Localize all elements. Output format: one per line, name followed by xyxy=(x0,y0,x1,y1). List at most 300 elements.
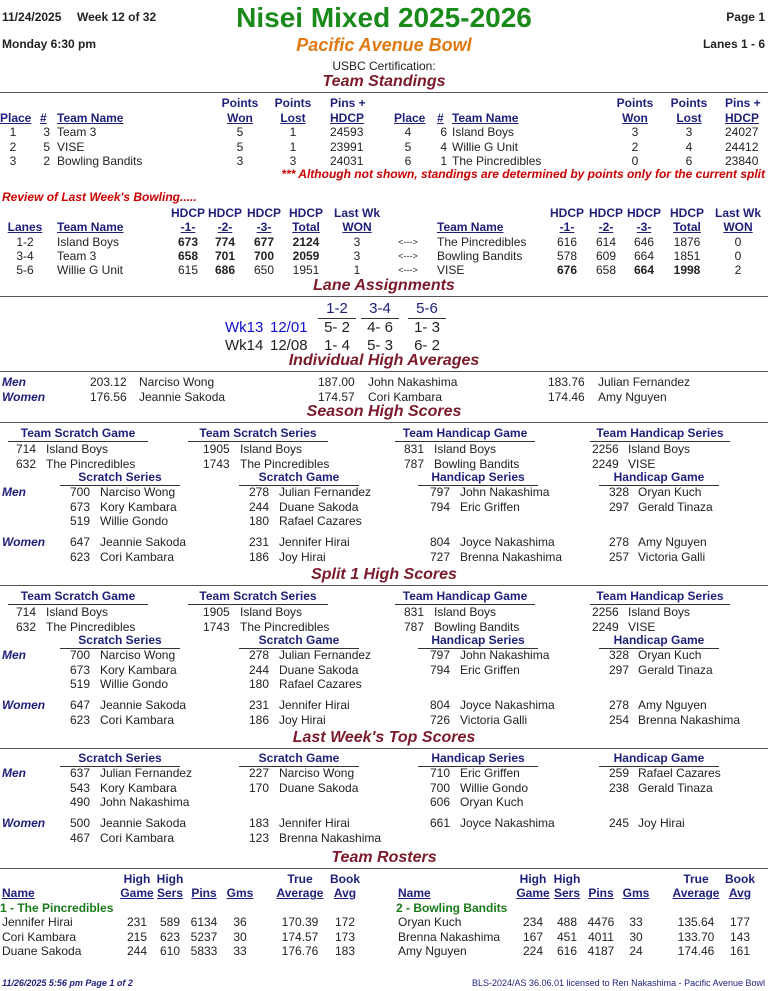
bowler-score: 623 xyxy=(70,549,91,564)
bowler-score: 231 xyxy=(249,698,270,712)
bowler-name: Gerald Tinaza xyxy=(638,662,713,677)
standing-won: 5 xyxy=(236,139,244,154)
bowler-name: Cori Kambara xyxy=(100,549,175,564)
bowler-score: 727 xyxy=(430,549,451,564)
bowler-score: 297 xyxy=(609,499,630,514)
team-name: Island Boys xyxy=(628,442,691,456)
player-high-game: 234 xyxy=(522,915,544,929)
roster-team-name: 1 - The Pincredibles xyxy=(0,901,114,915)
bowler-name: Duane Sakoda xyxy=(279,499,359,514)
hdr-name: Name xyxy=(398,886,431,900)
team-score-header: Team Handicap Series xyxy=(596,589,724,603)
hdr-true-avg: Average xyxy=(672,886,720,900)
review-score: 700 xyxy=(253,249,275,263)
bowler-name: Joyce Nakashima xyxy=(460,816,555,830)
standing-pins: 23840 xyxy=(725,154,759,168)
standing-team: Willie G Unit xyxy=(452,139,519,154)
bowler-name: Amy Nguyen xyxy=(638,698,707,712)
standing-num: 1 xyxy=(440,154,447,168)
roster-team-name: 2 - Bowling Bandits xyxy=(396,901,508,915)
league-title: Nisei Mixed 2025-2026 xyxy=(236,2,532,33)
lane-week: Wk13 xyxy=(225,319,264,336)
bowler-name: Julian Fernandez xyxy=(279,485,372,499)
hdr-hdcp2: HDCP xyxy=(207,206,242,220)
player-book-avg: 183 xyxy=(334,944,356,958)
women-label: Women xyxy=(2,390,46,404)
player-pins: 4476 xyxy=(587,915,615,929)
team-name: Island Boys xyxy=(46,605,109,619)
ind-score-header: Scratch Game xyxy=(258,751,340,765)
hdr-high-game: Game xyxy=(516,886,550,900)
team-name: Island Boys xyxy=(434,605,497,619)
player-true-avg: 176.76 xyxy=(281,944,319,958)
team-name: The Pincredibles xyxy=(240,456,330,471)
hdr-book-avg: Book xyxy=(725,872,755,886)
review-score: 616 xyxy=(556,235,578,249)
player-true-avg: 133.70 xyxy=(677,929,715,944)
hdr-high-game: High xyxy=(519,872,547,886)
team-score-header: Team Handicap Game xyxy=(402,589,528,603)
hdr-high-game: High xyxy=(123,872,151,886)
review-score: 614 xyxy=(595,235,617,249)
team-name: Island Boys xyxy=(240,605,303,619)
bowler-name: Cori Kambara xyxy=(368,390,443,404)
player-high-series: 623 xyxy=(159,929,181,944)
lane-pair-header: 3-4 xyxy=(369,300,391,317)
hdr-points-won: Won xyxy=(227,111,253,125)
review-score: 676 xyxy=(556,263,578,277)
hdr-lastwk: WON xyxy=(723,220,753,234)
hdr-points-lost: Points xyxy=(670,96,708,110)
lane-match: 5- 2 xyxy=(324,319,350,336)
men-label: Men xyxy=(2,485,26,499)
player-games: 24 xyxy=(629,944,643,958)
bowler-score: 794 xyxy=(430,499,451,514)
bowler-score: 710 xyxy=(430,766,451,780)
bowler-score: 180 xyxy=(249,677,270,691)
bowler-score: 467 xyxy=(70,830,91,845)
hdr-high-series: High xyxy=(553,872,581,886)
bowler-score: 794 xyxy=(430,662,451,677)
lane-match: 6- 2 xyxy=(414,337,440,354)
hdr-points-won: Points xyxy=(221,96,259,110)
bowler-name: Oryan Kuch xyxy=(638,648,702,662)
bowler-name: Gerald Tinaza xyxy=(638,499,713,514)
player-book-avg: 173 xyxy=(334,929,356,944)
lane-match: 1- 3 xyxy=(414,319,440,336)
hdr-total: HDCP xyxy=(669,206,704,220)
review-lanes: 5-6 xyxy=(16,263,34,277)
hdr-true-avg: True xyxy=(287,872,313,886)
ind-score-header: Handicap Game xyxy=(613,633,705,647)
usbc-cert: USBC Certification: xyxy=(332,59,436,73)
review-score: 1998 xyxy=(673,263,701,277)
bowler-score: 797 xyxy=(430,648,451,662)
bowler-score: 804 xyxy=(430,698,451,712)
bowler-name: John Nakashima xyxy=(100,795,190,809)
team-score: 1743 xyxy=(203,619,230,634)
player-name: Duane Sakoda xyxy=(2,944,82,958)
review-won: 3 xyxy=(353,249,361,263)
hdr-true-avg: True xyxy=(683,872,709,886)
hdr-name: Name xyxy=(2,886,35,900)
player-book-avg: 172 xyxy=(334,915,356,929)
hdr-lanes: Lanes xyxy=(7,220,43,234)
bowler-name: Eric Griffen xyxy=(460,662,520,677)
bowler-name: Cori Kambara xyxy=(100,712,175,727)
player-high-game: 244 xyxy=(126,944,148,958)
bowler-score: 170 xyxy=(249,780,270,795)
standing-num: 6 xyxy=(440,125,447,139)
footer-left: 11/26/2025 5:56 pm Page 1 of 2 xyxy=(2,978,133,988)
bowler-score: 259 xyxy=(609,766,630,780)
hdr-num: # xyxy=(437,111,444,125)
bowler-name: Amy Nguyen xyxy=(598,390,667,404)
team-name: The Pincredibles xyxy=(46,456,136,471)
footer-right: BLS-2024/AS 36.06.01 licensed to Ren Nakashima - Pacific Avenue Bowl xyxy=(471,978,765,988)
bowler-score: 245 xyxy=(609,816,630,830)
player-name: Amy Nguyen xyxy=(398,944,467,958)
team-name: The Pincredibles xyxy=(46,619,136,634)
bowler-name: John Nakashima xyxy=(460,485,550,499)
standings-note: *** Although not shown, standings are determined by points only for the current split xyxy=(281,167,765,181)
bowler-score: 231 xyxy=(249,535,270,549)
review-lanes: 3-4 xyxy=(16,249,34,263)
team-name: The Pincredibles xyxy=(240,619,330,634)
lane-week: Wk14 xyxy=(225,337,264,354)
standing-lost: 1 xyxy=(289,125,297,139)
hdr-book-avg: Avg xyxy=(728,886,752,900)
team-name: Bowling Bandits xyxy=(434,456,520,471)
bowler-score: 328 xyxy=(609,485,630,499)
team-score: 787 xyxy=(404,456,425,471)
bowler-name: Victoria Galli xyxy=(638,549,706,564)
bowler-name: Joy Hirai xyxy=(279,549,326,564)
hdr-hdcp1: -1- xyxy=(180,220,196,234)
bowler-name: Joy Hirai xyxy=(279,712,326,727)
bowler-name: Julian Fernandez xyxy=(100,766,193,780)
hdr-num: # xyxy=(40,111,47,125)
hdr-points-lost: Lost xyxy=(280,111,306,125)
hdr-lastwk: WON xyxy=(342,220,372,234)
hdr-pins: HDCP xyxy=(725,111,760,125)
bowler-name: Duane Sakoda xyxy=(279,780,359,795)
hdr-total: Total xyxy=(292,220,320,234)
hdr-hdcp2: -2- xyxy=(598,220,614,234)
review-score: 774 xyxy=(214,235,236,249)
bowler-score: 180 xyxy=(249,514,270,528)
standing-place: 5 xyxy=(404,139,412,154)
player-games: 30 xyxy=(629,929,643,944)
bowler-name: Amy Nguyen xyxy=(638,535,707,549)
bowler-name: Julian Fernandez xyxy=(598,375,691,389)
hdr-hdcp1: HDCP xyxy=(170,206,205,220)
team-name: VISE xyxy=(628,456,656,471)
hdr-hdcp2: HDCP xyxy=(588,206,623,220)
standing-team: Bowling Bandits xyxy=(57,154,143,168)
men-label: Men xyxy=(2,766,26,780)
review-won: 0 xyxy=(734,249,742,263)
men-label: Men xyxy=(2,648,26,662)
ind-score-header: Handicap Series xyxy=(431,633,525,647)
day-time: Monday 6:30 pm xyxy=(2,37,97,51)
bowler-score: 278 xyxy=(249,485,270,499)
bowler-name: Brenna Nakashima xyxy=(460,549,563,564)
bowler-name: Oryan Kuch xyxy=(460,795,524,809)
team-name: Island Boys xyxy=(240,442,303,456)
ind-score-header: Scratch Series xyxy=(78,751,162,765)
hdr-high-game: Game xyxy=(120,886,154,900)
review-score: 2059 xyxy=(292,249,320,263)
bowler-score: 278 xyxy=(609,535,630,549)
review-arrow: <---> xyxy=(398,265,418,275)
review-score: 701 xyxy=(214,249,236,263)
review-score: 686 xyxy=(214,263,236,277)
bowler-score: 673 xyxy=(70,662,91,677)
ind-score-header: Scratch Game xyxy=(258,470,340,484)
standing-pins: 24412 xyxy=(725,139,759,154)
bowler-name: Oryan Kuch xyxy=(638,485,702,499)
ind-score-header: Handicap Game xyxy=(613,470,705,484)
review-score: 1876 xyxy=(673,235,701,249)
player-pins: 6134 xyxy=(190,915,218,929)
player-name: Brenna Nakashima xyxy=(398,929,501,944)
standing-lost: 6 xyxy=(685,154,693,168)
player-games: 33 xyxy=(629,915,643,929)
bowler-score: 673 xyxy=(70,499,91,514)
player-book-avg: 161 xyxy=(729,944,751,958)
standing-lost: 3 xyxy=(289,154,297,168)
player-pins: 5237 xyxy=(190,929,218,944)
report-date: 11/24/2025 xyxy=(2,10,62,24)
team-score: 714 xyxy=(16,442,37,456)
player-true-avg: 174.57 xyxy=(281,929,319,944)
hdr-team-name: Team Name xyxy=(437,220,504,234)
team-score: 632 xyxy=(16,619,37,634)
review-team: The Pincredibles xyxy=(437,235,527,249)
hdr-book-avg: Book xyxy=(330,872,360,886)
player-high-game: 224 xyxy=(522,944,544,958)
standing-place: 2 xyxy=(9,139,17,154)
standing-team: The Pincredibles xyxy=(452,154,542,168)
bowler-name: Narciso Wong xyxy=(279,766,355,780)
team-score: 2256 xyxy=(592,442,619,456)
hdr-games: Gms xyxy=(622,886,650,900)
review-team: Team 3 xyxy=(57,249,97,263)
hdr-pins: Pins + xyxy=(330,96,366,110)
team-score-header: Team Scratch Game xyxy=(20,589,136,603)
bowler-score: 661 xyxy=(430,816,451,830)
review-score: 664 xyxy=(633,249,655,263)
player-games: 30 xyxy=(233,929,247,944)
hdr-book-avg: Avg xyxy=(333,886,357,900)
ind-score-header: Scratch Series xyxy=(78,633,162,647)
bowler-name: Victoria Galli xyxy=(460,712,528,727)
review-team: Bowling Bandits xyxy=(437,249,523,263)
standing-num: 3 xyxy=(43,125,50,139)
player-pins: 5833 xyxy=(190,944,218,958)
team-name: Island Boys xyxy=(628,605,691,619)
player-high-game: 167 xyxy=(522,929,544,944)
bowler-score: 623 xyxy=(70,712,91,727)
bowler-score: 278 xyxy=(609,698,630,712)
bowler-name: Narciso Wong xyxy=(100,485,176,499)
ind-avg-title: Individual High Averages xyxy=(288,352,480,369)
hdr-hdcp3: -3- xyxy=(256,220,272,234)
hdr-hdcp3: HDCP xyxy=(246,206,281,220)
hdr-hdcp3: HDCP xyxy=(626,206,661,220)
standing-num: 5 xyxy=(43,139,50,154)
bowler-name: Joyce Nakashima xyxy=(460,535,555,549)
standing-pins: 23991 xyxy=(330,139,364,154)
player-games: 33 xyxy=(233,944,247,958)
bowler-name: Rafael Cazares xyxy=(638,766,721,780)
bowler-name: Willie Gondo xyxy=(100,514,169,528)
bowler-score: 238 xyxy=(609,780,630,795)
avg-value: 174.46 xyxy=(548,390,585,404)
bowler-score: 700 xyxy=(70,485,91,499)
bowler-score: 647 xyxy=(70,535,91,549)
bowler-name: Jeannie Sakoda xyxy=(100,535,187,549)
ind-score-header: Scratch Series xyxy=(78,470,162,484)
player-high-game: 231 xyxy=(126,915,148,929)
player-high-game: 215 xyxy=(126,929,148,944)
bowler-score: 700 xyxy=(70,648,91,662)
team-score: 632 xyxy=(16,456,37,471)
bowler-name: Eric Griffen xyxy=(460,499,520,514)
hdr-points-lost: Lost xyxy=(676,111,702,125)
bowler-name: Joyce Nakashima xyxy=(460,698,555,712)
team-score-header: Team Scratch Series xyxy=(199,426,317,440)
player-high-series: 451 xyxy=(556,929,578,944)
hdr-points-won: Points xyxy=(616,96,654,110)
ind-score-header: Handicap Series xyxy=(431,470,525,484)
bowler-name: Gerald Tinaza xyxy=(638,780,713,795)
player-pins: 4187 xyxy=(587,944,615,958)
review-score: 578 xyxy=(556,249,578,263)
standing-pins: 24027 xyxy=(725,125,759,139)
bowler-name: Jennifer Hirai xyxy=(279,535,350,549)
hdr-pins: Pins + xyxy=(725,96,761,110)
bowler-score: 254 xyxy=(609,712,630,727)
ind-score-header: Handicap Game xyxy=(613,751,705,765)
review-team: Island Boys xyxy=(57,235,120,249)
hdr-hdcp1: -1- xyxy=(559,220,575,234)
avg-value: 176.56 xyxy=(90,390,127,404)
review-score: 658 xyxy=(177,249,199,263)
women-label: Women xyxy=(2,535,46,549)
review-score: 658 xyxy=(595,263,617,277)
bowler-name: Jeannie Sakoda xyxy=(139,390,226,404)
hdr-high-series: Sers xyxy=(156,886,184,900)
hdr-place: Place xyxy=(394,111,426,125)
hdr-true-avg: Average xyxy=(276,886,324,900)
review-won: 0 xyxy=(734,235,742,249)
men-label: Men xyxy=(2,375,26,389)
hdr-total: HDCP xyxy=(288,206,323,220)
bowler-score: 637 xyxy=(70,766,91,780)
standing-pins: 24593 xyxy=(330,125,364,139)
player-high-series: 488 xyxy=(556,915,578,929)
team-score: 1905 xyxy=(203,442,230,456)
bowler-score: 186 xyxy=(249,549,270,564)
bowler-score: 123 xyxy=(249,830,270,845)
review-score: 615 xyxy=(177,263,199,277)
lane-match: 1- 4 xyxy=(324,337,350,354)
bowler-score: 700 xyxy=(430,780,451,795)
season-high-title: Season High Scores xyxy=(306,403,462,420)
player-games: 36 xyxy=(233,915,247,929)
bowler-name: Willie Gondo xyxy=(460,780,529,795)
bowler-score: 297 xyxy=(609,662,630,677)
standing-team: VISE xyxy=(57,139,85,154)
hdr-pins: HDCP xyxy=(330,111,365,125)
bowler-score: 328 xyxy=(609,648,630,662)
player-pins: 4011 xyxy=(588,929,614,944)
women-label: Women xyxy=(2,816,46,830)
team-score-header: Team Handicap Series xyxy=(596,426,724,440)
bowler-name: John Nakashima xyxy=(368,375,458,389)
team-score: 2256 xyxy=(592,605,619,619)
bowler-score: 278 xyxy=(249,648,270,662)
team-score: 1743 xyxy=(203,456,230,471)
bowler-score: 647 xyxy=(70,698,91,712)
standing-place: 3 xyxy=(9,154,17,168)
bowler-name: Willie Gondo xyxy=(100,677,169,691)
ind-score-header: Handicap Series xyxy=(431,751,525,765)
bowler-score: 500 xyxy=(70,816,91,830)
hdr-team-name: Team Name xyxy=(57,111,124,125)
bowler-name: Duane Sakoda xyxy=(279,662,359,677)
hdr-points-won: Won xyxy=(622,111,648,125)
bowler-name: Narciso Wong xyxy=(139,375,215,389)
bowler-score: 186 xyxy=(249,712,270,727)
hdr-place: Place xyxy=(0,111,32,125)
standing-team: Island Boys xyxy=(452,125,515,139)
lane-pair-header: 5-6 xyxy=(416,300,438,317)
player-true-avg: 174.46 xyxy=(677,944,715,958)
women-label: Women xyxy=(2,698,46,712)
review-won: 1 xyxy=(353,263,361,277)
bowler-name: John Nakashima xyxy=(460,648,550,662)
review-score: 609 xyxy=(595,249,617,263)
bowler-score: 726 xyxy=(430,712,451,727)
standing-lost: 4 xyxy=(685,139,693,154)
standing-won: 3 xyxy=(631,125,639,139)
team-name: VISE xyxy=(628,619,656,634)
bowler-score: 804 xyxy=(430,535,451,549)
avg-value: 183.76 xyxy=(548,375,585,389)
hdr-total: Total xyxy=(673,220,701,234)
hdr-points-lost: Points xyxy=(274,96,312,110)
standing-pins: 24031 xyxy=(330,154,364,168)
bowler-score: 257 xyxy=(609,549,630,564)
avg-value: 187.00 xyxy=(318,375,355,389)
review-score: 1951 xyxy=(292,263,320,277)
standing-num: 4 xyxy=(440,139,447,154)
player-name: Oryan Kuch xyxy=(398,915,462,929)
lane-assign-title: Lane Assignments xyxy=(313,277,455,294)
hdr-pins: Pins xyxy=(191,886,217,900)
team-name: Bowling Bandits xyxy=(434,619,520,634)
standings-title: Team Standings xyxy=(322,73,446,90)
avg-value: 203.12 xyxy=(90,375,127,389)
bowler-score: 490 xyxy=(70,795,91,809)
review-score: 2124 xyxy=(292,235,320,249)
review-score: 646 xyxy=(633,235,655,249)
team-score: 2249 xyxy=(592,456,619,471)
hdr-hdcp2: -2- xyxy=(217,220,233,234)
